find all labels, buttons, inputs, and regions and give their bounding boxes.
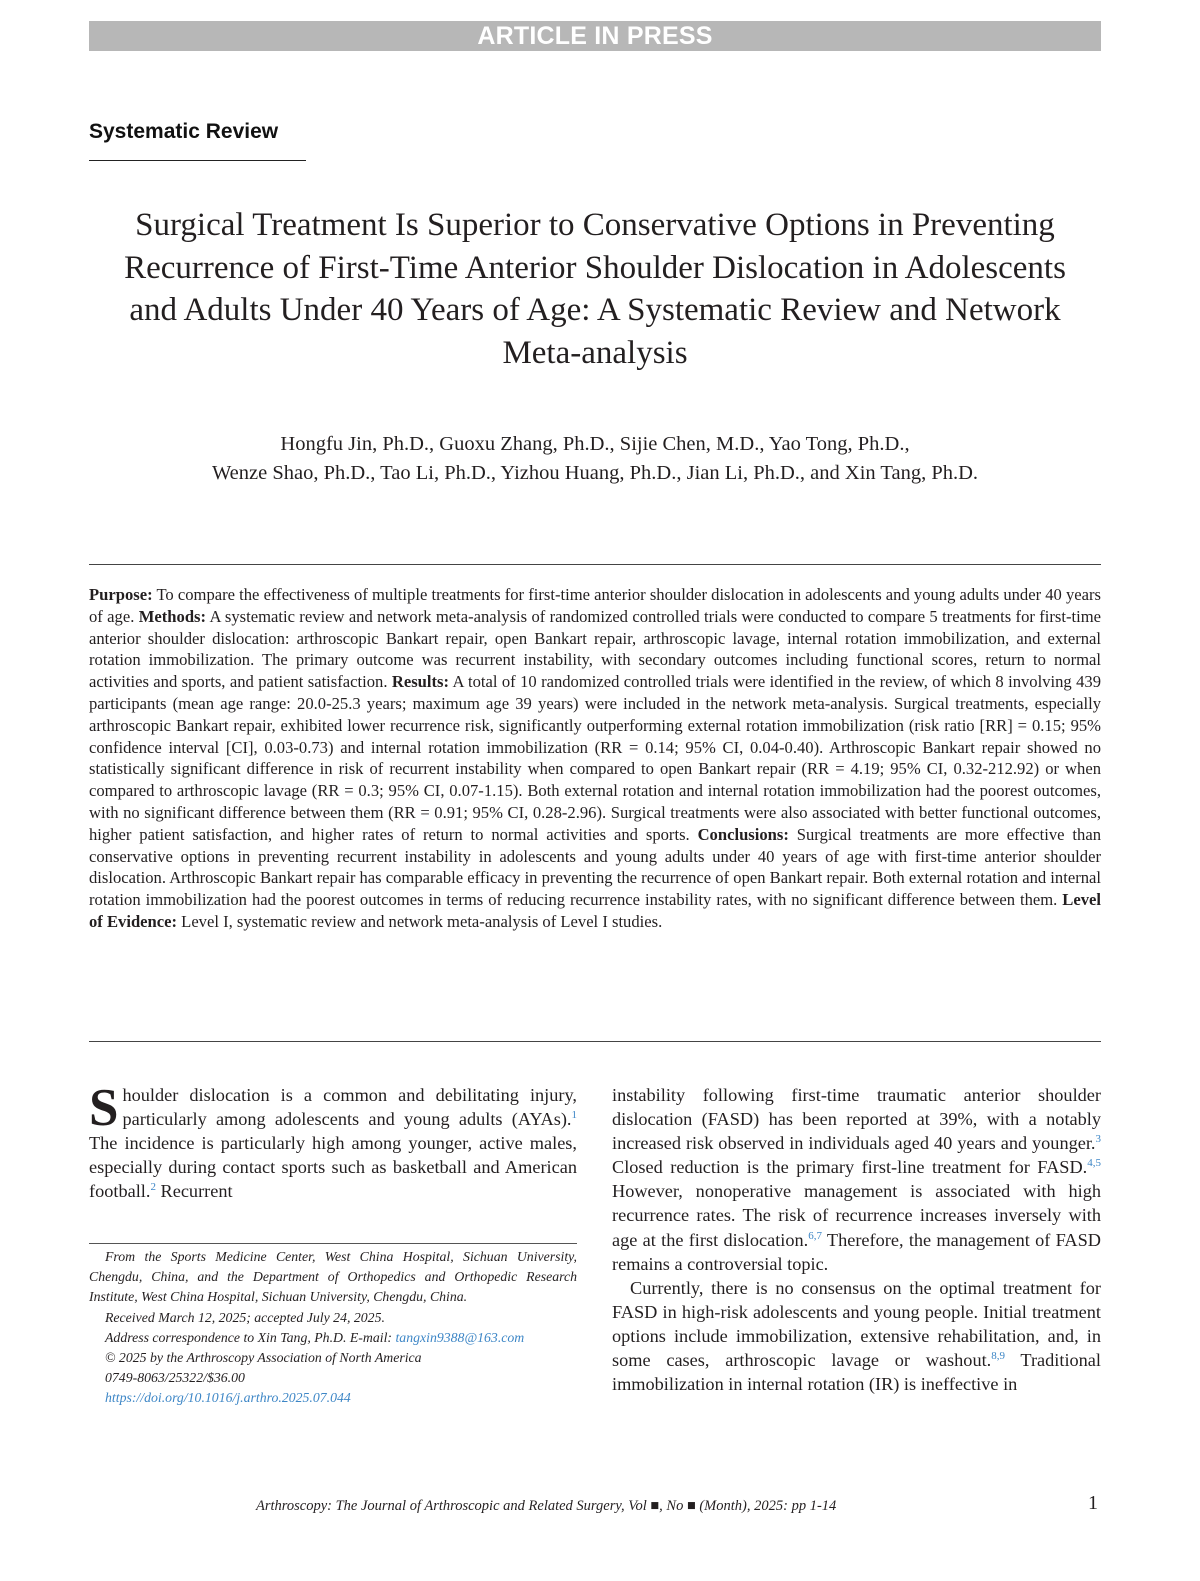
article-code: 0749-8063/25322/$36.00 [105, 1370, 245, 1386]
body-paragraph [89, 1079, 577, 1203]
evidence-label: Level of Evidence: [89, 890, 1101, 931]
section-label: Systematic Review [89, 120, 279, 143]
article-footnotes [89, 1247, 577, 1409]
abstract [89, 584, 1101, 933]
evidence-text: Level I, systematic review and network meta-analysis of Level I studies. [177, 911, 663, 931]
results-label: Results: [391, 672, 450, 692]
body-text: Therefore, the management of FASD remains a controversial topic. [612, 1229, 1101, 1274]
page-number: 1 [1088, 1492, 1098, 1514]
body-text: The incidence is particularly high among younger, active males, especially during contact sports such as basketball and American football. [89, 1133, 577, 1202]
body-text: Currently, there is no consensus on the optimal treatment for FASD in high-risk adolescents and young people. Initial treatment options include immobilization, extensive rehabilitation, and, in some cases, arthroscopic lavage or washout. [612, 1277, 1101, 1371]
citation-link[interactable]: 6,7 [808, 1229, 822, 1242]
section-divider [89, 160, 306, 161]
conclusions-text: Surgical treatments are more effective than conservative options in preventing recurrent instability in adolescents and young adults under 40 years of age with first-time anterior shoulder dislocation. Arthroscopic Bankart repair has comparable efficacy in preventing the recurrence of open Bankart repair. Both external rotation and internal rotation immobilization had the poorest outcomes in terms of reducing recurrence instability rates, with no significant difference between them. [89, 824, 1101, 910]
body-text: Closed reduction is the primary first-line treatment for FASD. [612, 1157, 1088, 1178]
purpose-text: To compare the effectiveness of multiple treatments for first-time anterior shoulder dislocation in adolescents and young adults under 40 years of age. [89, 585, 1102, 626]
abstract-top-divider [89, 564, 1101, 565]
article-title: Surgical Treatment Is Superior to Conservative Options in Preventing Recurrence of First-Time Anterior Shoulder Dislocation in Adolescents and Adults Under 40 Years of Age: A Systematic Review and Network Meta-analysis [124, 207, 1066, 371]
body-text: However, nonoperative management is associated with high recurrence rates. The risk of recurrence increases inversely with age at the first dislocation. [612, 1181, 1101, 1250]
footnote-divider [89, 1243, 577, 1244]
body-text: Recurrent [155, 1181, 233, 1202]
conclusions-label: Conclusions: [697, 824, 789, 844]
body-text: instability following first-time traumatic anterior shoulder dislocation (FASD) has been reported at 39%, with a notably increased risk observed in individuals aged 40 years and younger. [612, 1085, 1101, 1154]
affiliation-note: From the Sports Medicine Center, West China Hospital, Sichuan University, Chengdu, China, and the Department of Orthopedics and Orthopedic Research Institute, West China Hospital, Sichuan University, Chengdu, China. [89, 1249, 577, 1305]
drop-cap: S [89, 1079, 119, 1137]
author-list [90, 430, 1100, 488]
article-in-press-banner: ARTICLE IN PRESS [89, 21, 1101, 51]
citation-link[interactable]: 1 [571, 1109, 577, 1122]
body-column-left [89, 1079, 577, 1203]
authors-line-1: Hongfu Jin, Ph.D., Guoxu Zhang, Ph.D., Sijie Chen, M.D., Yao Tong, Ph.D., [280, 433, 910, 455]
abstract-bottom-divider [89, 1041, 1101, 1042]
citation-link[interactable]: 3 [1095, 1133, 1101, 1146]
correspondence-note [89, 1328, 577, 1348]
purpose-label: Purpose: [89, 585, 153, 604]
results-text: A total of 10 randomized controlled trials were identified in the review, of which 8 involving 439 participants (mean age range: 20.0-25.3 years; maximum age 39 years) were included in the network meta-analysis. Surgical treatments, especially arthroscopic Bankart repair, exhibited lower recurrence risk, significantly outperforming external rotation immobilization (risk ratio [RR] = 0.15; 95% confidence interval [CI], 0.03-0.73) and internal rotation immobilization (RR = 0.14; 95% CI, 0.04-0.40). Arthroscopic Bankart repair showed no statistically significant difference in risk of recurrent instability when compared to open Bankart repair (RR = 4.19; 95% CI, 0.32-212.92) or when compared to arthroscopic lavage (RR = 0.3; 95% CI, 0.07-1.15). Both external rotation and internal rotation immobilization had the poorest outcomes, with no significant difference between them (RR = 0.91; 95% CI, 0.28-2.96). Surgical treatments were also associated with better functional outcomes, higher patient satisfaction, and higher rates of return to normal activities and sports. [89, 672, 1101, 844]
body-paragraph [612, 1276, 1101, 1396]
body-text: houlder dislocation is a common and debilitating injury, particularly among adolescents and young adults (AYAs). [122, 1085, 577, 1130]
citation-link[interactable]: 8,9 [991, 1350, 1005, 1363]
correspondence-text: Address correspondence to Xin Tang, Ph.D. E-mail: [105, 1329, 396, 1345]
received-dates: Received March 12, 2025; accepted July 24, 2025. [105, 1309, 385, 1325]
journal-footer: Arthroscopy: The Journal of Arthroscopic and Related Surgery, Vol ■, No ■ (Month), 2025: pp 1-14 [256, 1498, 837, 1514]
body-paragraph [612, 1083, 1101, 1276]
authors-line-2: Wenze Shao, Ph.D., Tao Li, Ph.D., Yizhou Huang, Ph.D., Jian Li, Ph.D., and Xin Tang, Ph.D. [211, 462, 979, 484]
body-column-right [612, 1083, 1101, 1396]
citation-link[interactable]: 2 [150, 1181, 156, 1194]
copyright-note: © 2025 by the Arthroscopy Association of North America [105, 1350, 422, 1366]
body-text: Traditional immobilization in internal rotation (IR) is ineffective in [612, 1350, 1101, 1395]
email-link[interactable]: tangxin9388@163.com [395, 1329, 525, 1345]
doi-link[interactable]: https://doi.org/10.1016/j.arthro.2025.07.044 [105, 1390, 351, 1406]
methods-text: A systematic review and network meta-analysis of randomized controlled trials were conducted to compare 5 treatments for first-time anterior shoulder dislocation: arthroscopic Bankart repair, open Bankart repair, arthroscopic lavage, internal rotation immobilization, and external rotation immobilization. The primary outcome was recurrent instability, with secondary outcomes including functional scores, return to normal activities and sports, and patient satisfaction. [89, 606, 1102, 692]
methods-label: Methods: [138, 606, 207, 626]
citation-link[interactable]: 4,5 [1087, 1157, 1101, 1170]
